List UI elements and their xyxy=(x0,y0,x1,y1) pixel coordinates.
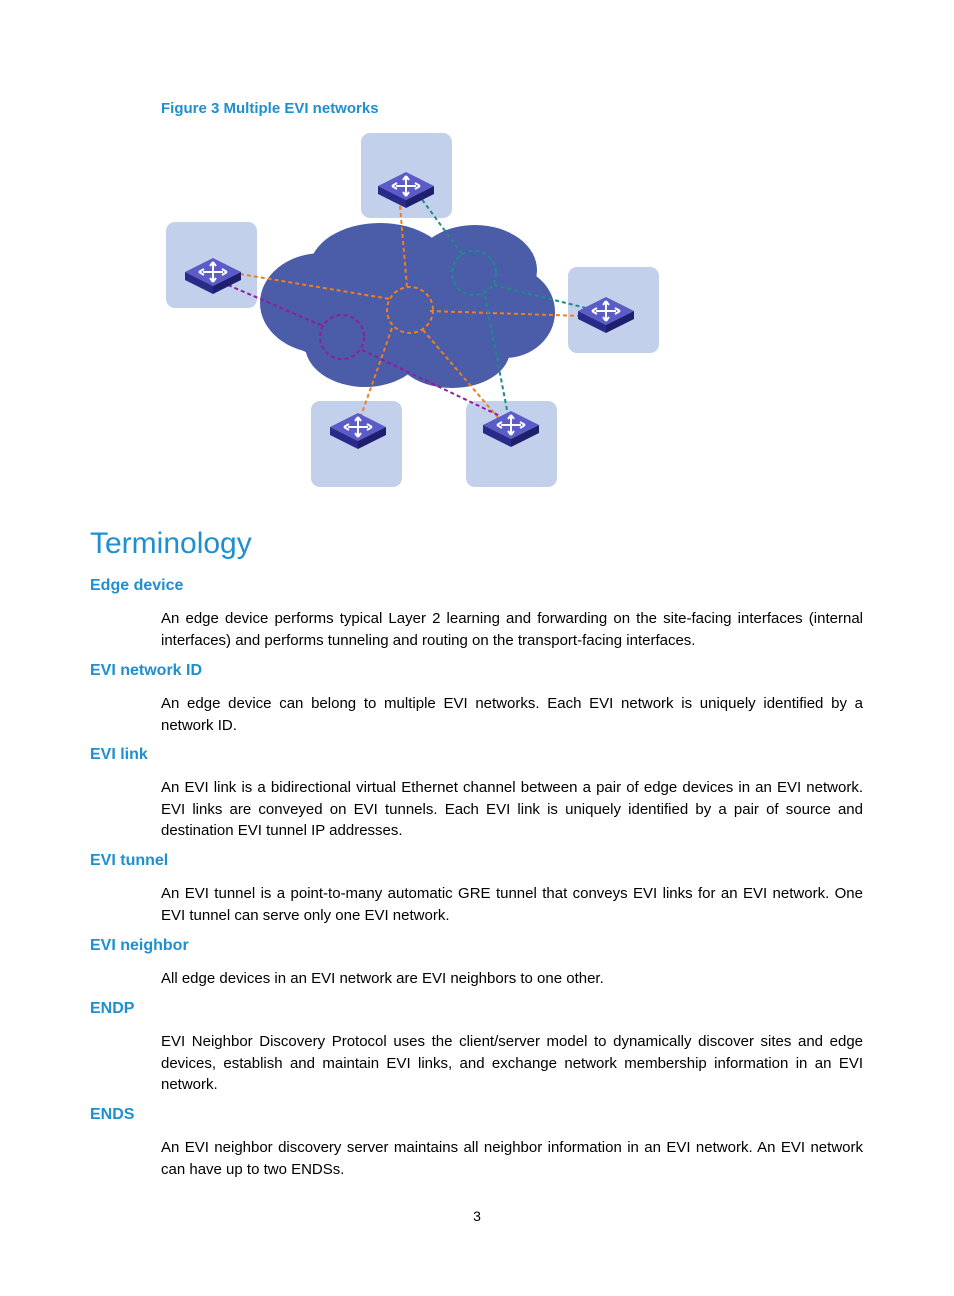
evi-network-diagram xyxy=(0,0,954,500)
term-text-ends: An EVI neighbor discovery server maintains all neighbor information in an EVI network. An EVI network can have up to two ENDSs. xyxy=(161,1139,863,1178)
term-heading-evi-network-id: EVI network ID xyxy=(90,662,203,679)
term-text-endp: EVI Neighbor Discovery Protocol uses the client/server model to dynamically discover sites and edge devices, establish and maintain EVI links, and exchange network membership information in an EVI network. xyxy=(161,1033,863,1093)
transport-network-cloud xyxy=(260,223,555,388)
section-title: Terminology xyxy=(90,527,252,560)
page-number: 3 xyxy=(473,1208,481,1224)
term-heading-edge-device: Edge device xyxy=(90,577,184,594)
term-heading-endp: ENDP xyxy=(90,1000,135,1017)
term-text-evi-neighbor: All edge devices in an EVI network are EVI neighbors to one other. xyxy=(161,970,604,987)
term-heading-evi-link: EVI link xyxy=(90,746,148,763)
term-heading-evi-tunnel: EVI tunnel xyxy=(90,852,169,869)
term-heading-ends: ENDS xyxy=(90,1106,135,1123)
term-text-evi-tunnel: An EVI tunnel is a point-to-many automatic GRE tunnel that conveys EVI links for an EVI network. One EVI tunnel can serve only one EVI network. xyxy=(161,885,863,924)
figure-caption: Figure 3 Multiple EVI networks xyxy=(161,100,379,117)
term-text-edge-device: An edge device performs typical Layer 2 learning and forwarding on the site-facing interfaces (internal interfaces) and performs tunneling and routing on the transport-facing interfaces. xyxy=(161,610,863,649)
term-heading-evi-neighbor: EVI neighbor xyxy=(90,937,189,954)
term-text-evi-network-id: An edge device can belong to multiple EVI networks. Each EVI network is uniquely identified by a network ID. xyxy=(161,695,863,734)
term-text-evi-link: An EVI link is a bidirectional virtual Ethernet channel between a pair of edge devices in an EVI network. EVI links are conveyed on EVI tunnels. Each EVI link is uniquely identified by a pair of source and destination EVI tunnel IP addresses. xyxy=(161,779,863,839)
